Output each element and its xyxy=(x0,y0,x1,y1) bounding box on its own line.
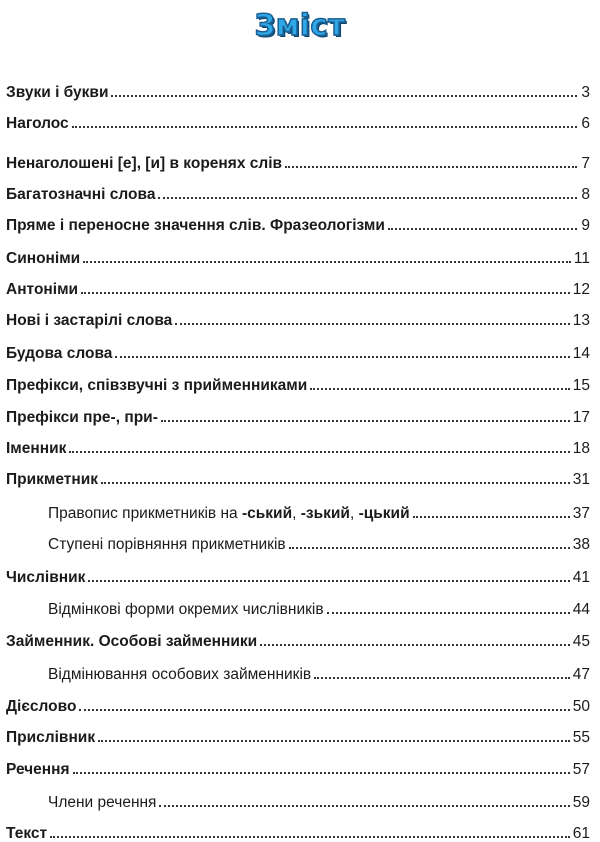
page-title: Зміст xyxy=(254,8,346,42)
toc-entry-label: Пряме і переносне значення слів. Фразеологізми xyxy=(6,216,385,234)
dot-leader xyxy=(289,547,570,549)
toc-entry-page: 17 xyxy=(572,408,590,426)
dot-leader xyxy=(159,805,569,807)
toc-entry[interactable] xyxy=(6,457,590,487)
toc-entry-page: 37 xyxy=(572,504,590,522)
dot-leader xyxy=(158,197,577,199)
toc-entry-page: 59 xyxy=(572,793,590,811)
toc-entry-label: Синоніми xyxy=(6,249,81,267)
toc-subentry[interactable] xyxy=(48,587,590,617)
toc-entry-page: 31 xyxy=(572,470,590,488)
toc-entry-label: Префікси, співзвучні з прийменниками xyxy=(6,376,308,394)
toc-subentry[interactable] xyxy=(48,522,590,552)
toc-entry-label: Префікси пре-, при- xyxy=(6,408,158,426)
dot-leader xyxy=(73,772,570,774)
toc-entry-label: Ненаголошені [е], [и] в коренях слів xyxy=(6,154,283,172)
suffix-separator: , xyxy=(292,504,301,522)
dot-leader xyxy=(413,516,570,518)
toc-entry[interactable] xyxy=(6,747,590,777)
dot-leader xyxy=(161,420,570,422)
toc-entry-label: Наголос xyxy=(6,114,69,132)
toc-entry-page: 57 xyxy=(572,760,590,778)
toc-entry-label: Будова слова xyxy=(6,344,113,362)
toc-entry-label: Іменник xyxy=(6,439,67,457)
toc-entry[interactable] xyxy=(6,172,590,202)
toc-entry[interactable] xyxy=(6,70,590,100)
toc-entry-label: Займенник. Особові займенники xyxy=(6,632,258,650)
toc-entry-page: 6 xyxy=(581,114,590,132)
toc-subentry[interactable] xyxy=(48,491,590,521)
toc-subentry[interactable] xyxy=(48,780,590,810)
dot-leader xyxy=(88,580,569,582)
toc-entry-page: 41 xyxy=(572,568,590,586)
dot-leader xyxy=(310,388,569,390)
dot-leader xyxy=(81,292,570,294)
toc-entry-page: 47 xyxy=(572,665,590,683)
toc-entry-label: Нові і застарілі слова xyxy=(6,311,173,329)
toc-entry-label: Багатозначні слова xyxy=(6,185,156,203)
toc-entry-page: 12 xyxy=(572,280,590,298)
toc-entry[interactable] xyxy=(6,298,590,328)
toc-entry-label: Ступені порівняння прикметників xyxy=(48,535,286,553)
toc-entry-label-text: Правопис прикметників на xyxy=(48,504,242,522)
toc-entry-label xyxy=(48,506,410,522)
toc-entry-label: Речення xyxy=(6,760,70,778)
toc-entry[interactable] xyxy=(6,426,590,456)
toc-entry-page: 15 xyxy=(572,376,590,394)
toc-entry-label: Дієслово xyxy=(6,697,77,715)
suffix-term: -цький xyxy=(358,504,410,522)
dot-leader xyxy=(50,836,570,838)
toc-entry-page: 61 xyxy=(572,824,590,842)
toc-entry-page: 45 xyxy=(572,632,590,650)
toc-entry-label: Відмінкові форми окремих числівників xyxy=(48,600,324,618)
dot-leader xyxy=(314,677,570,679)
toc-entry[interactable] xyxy=(6,619,590,649)
dot-leader xyxy=(115,356,569,358)
toc-entry-page: 11 xyxy=(573,249,590,267)
toc-entry[interactable] xyxy=(6,811,590,841)
toc-entry[interactable] xyxy=(6,141,590,171)
toc-entry[interactable] xyxy=(6,101,590,131)
dot-leader xyxy=(98,740,570,742)
dot-leader xyxy=(285,166,577,168)
suffix-separator: , xyxy=(349,504,359,522)
dot-leader xyxy=(72,126,577,128)
toc-entry-page: 14 xyxy=(572,344,590,362)
toc-entry[interactable] xyxy=(6,555,590,585)
toc-entry-page: 44 xyxy=(572,600,590,618)
dot-leader xyxy=(260,644,570,646)
toc-entry-label: Звуки і букви xyxy=(6,83,109,101)
toc-entry-label: Текст xyxy=(6,824,48,842)
dot-leader xyxy=(175,323,569,325)
dot-leader xyxy=(388,228,577,230)
toc-entry-page: 9 xyxy=(581,216,590,234)
toc-entry-label: Прикметник xyxy=(6,470,99,488)
dot-leader xyxy=(79,709,569,711)
suffix-term: -зький xyxy=(300,504,350,522)
toc-entry-label: Числівник xyxy=(6,568,86,586)
toc-entry[interactable] xyxy=(6,715,590,745)
toc-entry-label: Члени речення xyxy=(48,793,157,811)
toc-entry-page: 18 xyxy=(572,439,590,457)
toc-entry[interactable] xyxy=(6,236,590,266)
toc-entry-page: 7 xyxy=(581,154,590,172)
dot-leader xyxy=(69,451,569,453)
toc-entry-label: Антоніми xyxy=(6,280,79,298)
suffix-term: -ський xyxy=(241,504,293,522)
toc-entry-page: 50 xyxy=(572,697,590,715)
toc-entry[interactable] xyxy=(6,395,590,425)
toc-entry[interactable] xyxy=(6,363,590,393)
toc-entry-label: Прислівник xyxy=(6,728,96,746)
toc-entry[interactable] xyxy=(6,203,590,233)
toc-entry[interactable] xyxy=(6,267,590,297)
toc-entry-page: 3 xyxy=(581,83,590,101)
dot-leader xyxy=(101,482,570,484)
toc-entry-page: 55 xyxy=(572,728,590,746)
dot-leader xyxy=(83,261,571,263)
toc-entry-page: 38 xyxy=(572,535,590,553)
toc-entry[interactable] xyxy=(6,331,590,361)
dot-leader xyxy=(327,612,570,614)
toc-entry-label: Відмінювання особових займенників xyxy=(48,665,312,683)
toc-entry-page: 8 xyxy=(581,185,590,203)
toc-entry-page: 13 xyxy=(572,311,590,329)
toc-subentry[interactable] xyxy=(48,652,590,682)
dot-leader xyxy=(111,95,577,97)
toc-entry[interactable] xyxy=(6,684,590,714)
